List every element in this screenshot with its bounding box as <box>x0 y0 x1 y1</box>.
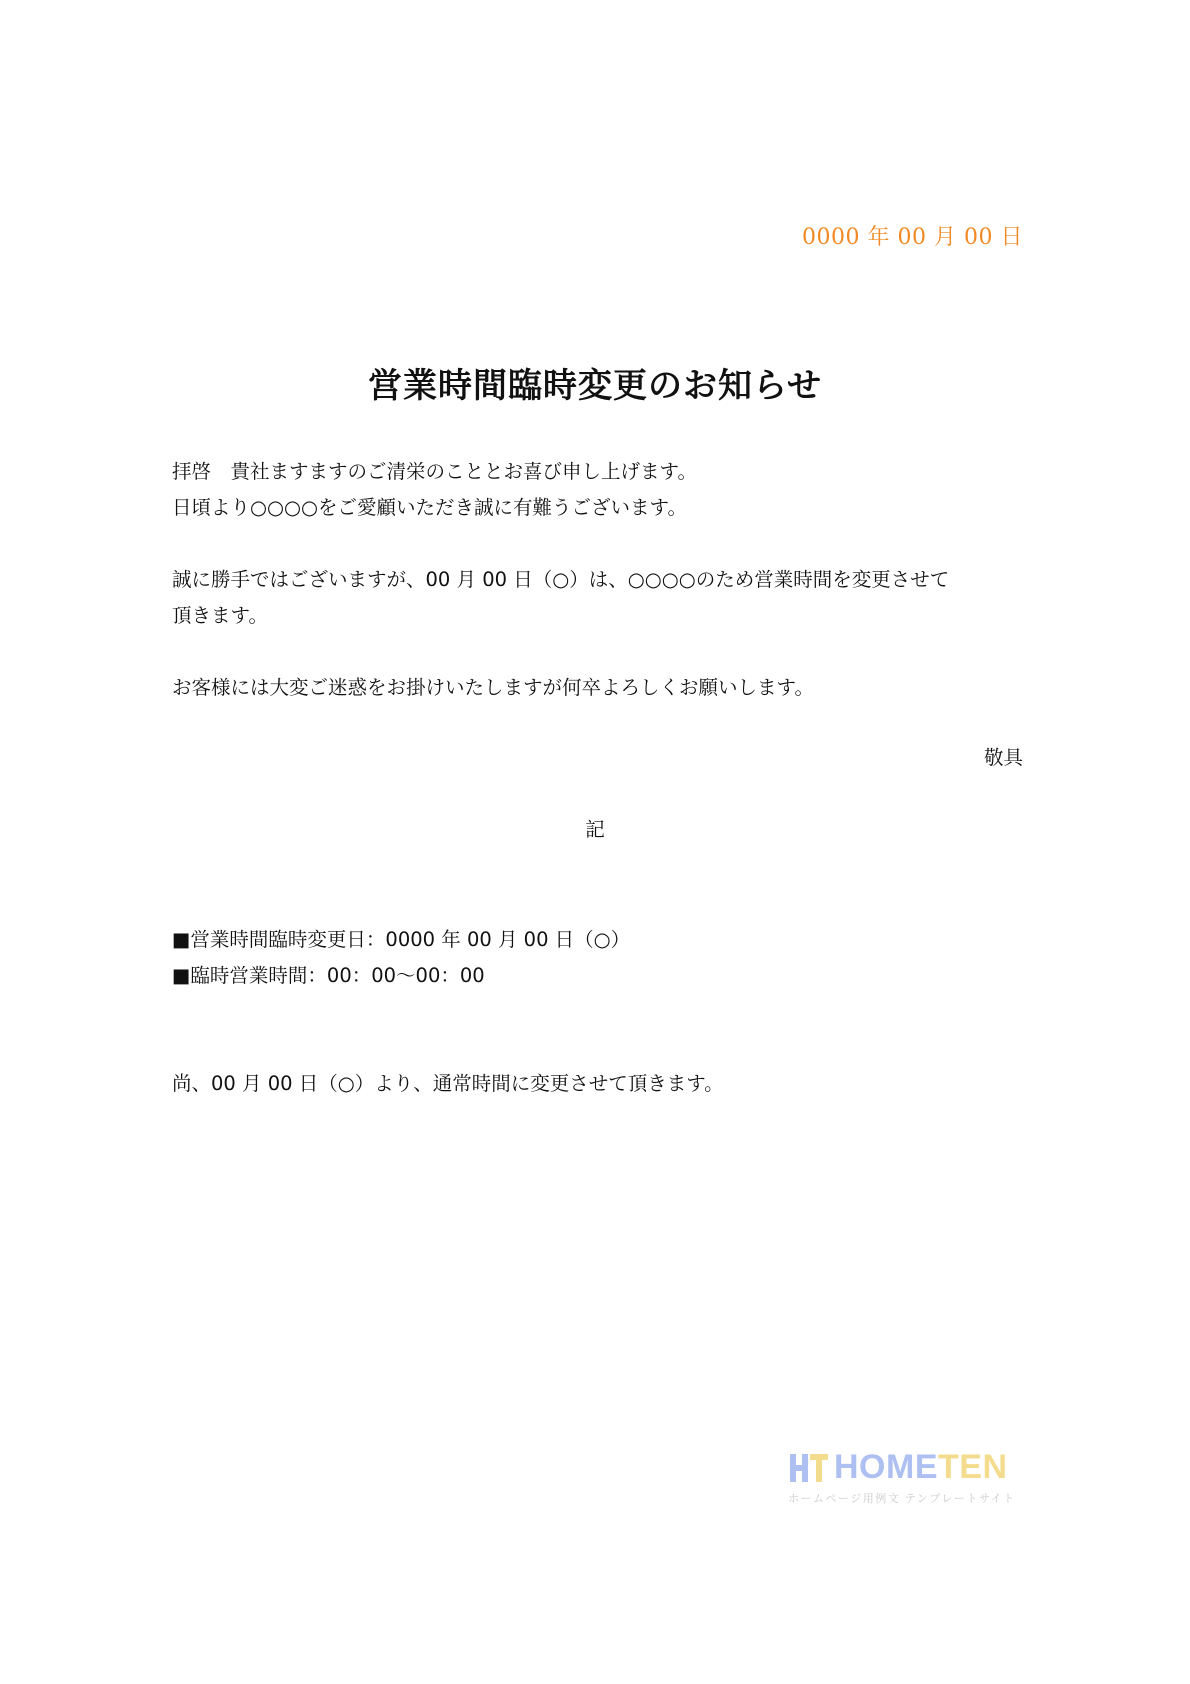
apology-paragraph <box>172 670 1032 706</box>
detail-item-temp-hours: ■臨時営業時間：00：00〜00：00 <box>172 964 485 987</box>
greeting-line-2: 日頃より○○○○をご愛顧いただき誠に有難うございます。 <box>172 496 687 519</box>
closing-phrase: 敬具 <box>983 746 1023 769</box>
logo-word-home: HOME <box>834 1448 938 1486</box>
resume-note: 尚、00 月 00 日（○）より、通常時間に変更させて頂きます。 <box>172 1072 724 1095</box>
document-date: 0000 年 00 月 00 日 <box>802 225 1023 250</box>
hometen-logo-wordmark <box>834 1448 1008 1487</box>
document-title: 営業時間臨時変更のお知らせ <box>368 366 822 406</box>
ki-heading: 記 <box>585 818 605 841</box>
detail-item-change-date: ■営業時間臨時変更日：0000 年 00 月 00 日（○） <box>172 928 631 951</box>
details-list <box>172 922 630 994</box>
hometen-logo-icon <box>788 1452 830 1484</box>
notice-line-2: 頂きます。 <box>172 604 268 627</box>
greeting-line-1: 拝啓 貴社ますますのご清栄のこととお喜び申し上げます。 <box>172 460 697 483</box>
greeting-paragraph <box>172 454 1032 526</box>
apology-line: お客様には大変ご迷惑をお掛けいたしますが何卒よろしくお願いします。 <box>172 676 814 699</box>
hometen-logo <box>788 1448 1018 1504</box>
logo-word-ten: TEN <box>938 1448 1008 1486</box>
notice-paragraph <box>172 562 1032 634</box>
logo-subtitle: ホームページ用例文 テンプレートサイト <box>788 1493 1016 1505</box>
notice-line-1: 誠に勝手ではございますが、00 月 00 日（○）は、○○○○のため営業時間を変更させて <box>172 568 950 591</box>
